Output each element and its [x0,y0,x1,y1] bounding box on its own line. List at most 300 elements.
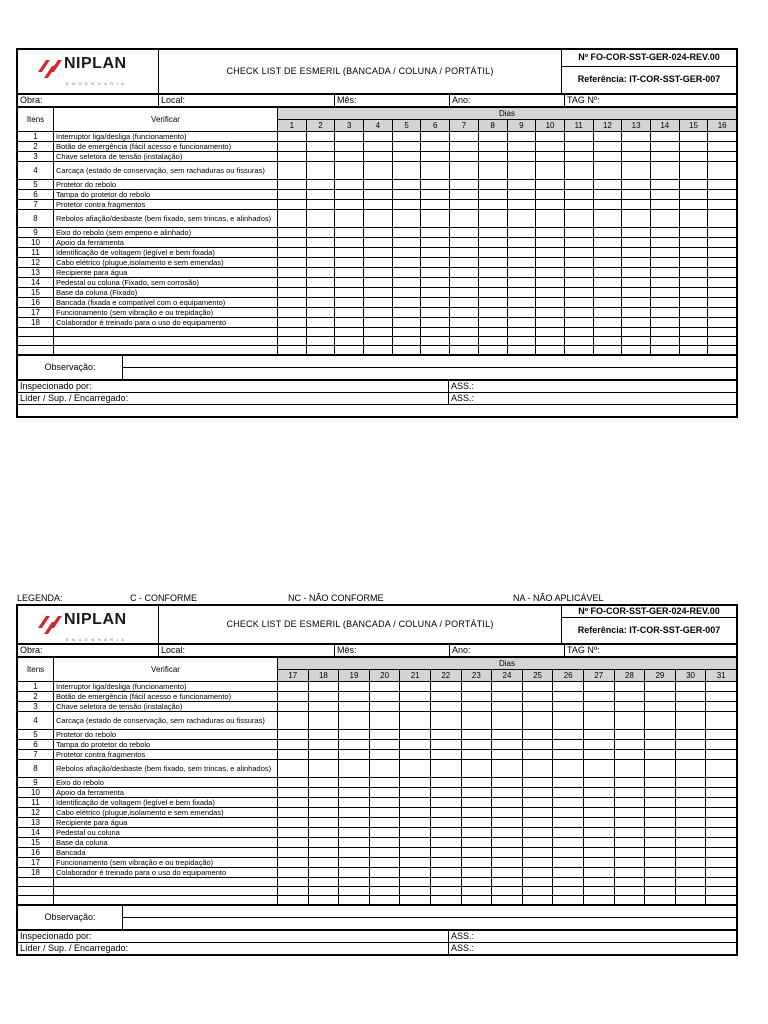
day-check-cell[interactable] [369,798,400,808]
day-check-cell[interactable] [522,838,553,848]
blank-cell[interactable] [54,878,278,887]
day-check-cell[interactable] [645,760,676,778]
day-check-cell[interactable] [492,848,523,858]
day-check-cell[interactable] [369,702,400,712]
day-check-cell[interactable] [369,740,400,750]
day-check-cell[interactable] [421,298,450,308]
day-check-cell[interactable] [364,288,393,298]
day-check-cell[interactable] [306,200,335,210]
day-check-cell[interactable] [706,798,737,808]
day-check-cell[interactable] [450,248,479,258]
day-check-cell[interactable] [308,760,339,778]
day-check-cell[interactable] [553,740,584,750]
blank-cell[interactable] [18,878,54,887]
day-check-cell[interactable] [706,692,737,702]
day-check-cell[interactable] [335,162,364,180]
day-check-cell[interactable] [553,828,584,838]
day-check-cell[interactable] [450,278,479,288]
blank-cell[interactable] [507,328,536,337]
day-check-cell[interactable] [583,788,614,798]
day-check-cell[interactable] [645,808,676,818]
day-check-cell[interactable] [536,190,565,200]
day-check-cell[interactable] [622,190,651,200]
day-check-cell[interactable] [706,750,737,760]
day-check-cell[interactable] [706,838,737,848]
day-check-cell[interactable] [507,308,536,318]
day-check-cell[interactable] [278,228,307,238]
day-check-cell[interactable] [645,788,676,798]
blank-cell[interactable] [18,887,54,896]
blank-cell[interactable] [430,887,461,896]
day-check-cell[interactable] [650,248,679,258]
day-check-cell[interactable] [553,778,584,788]
day-check-cell[interactable] [392,200,421,210]
blank-cell[interactable] [675,887,706,896]
day-check-cell[interactable] [675,838,706,848]
blank-cell[interactable] [706,878,737,887]
day-check-cell[interactable] [339,750,370,760]
day-check-cell[interactable] [492,760,523,778]
day-check-cell[interactable] [369,760,400,778]
day-check-cell[interactable] [536,288,565,298]
day-check-cell[interactable] [421,142,450,152]
day-check-cell[interactable] [593,228,622,238]
day-check-cell[interactable] [478,318,507,328]
day-check-cell[interactable] [645,712,676,730]
day-check-cell[interactable] [400,818,431,828]
day-check-cell[interactable] [278,308,307,318]
lider-field[interactable]: Líder / Sup. / Encarregado: [18,393,449,405]
day-check-cell[interactable] [392,228,421,238]
day-check-cell[interactable] [278,692,309,702]
day-check-cell[interactable] [622,162,651,180]
day-check-cell[interactable] [614,838,645,848]
day-check-cell[interactable] [614,848,645,858]
day-check-cell[interactable] [335,248,364,258]
day-check-cell[interactable] [492,818,523,828]
day-check-cell[interactable] [583,828,614,838]
day-check-cell[interactable] [492,858,523,868]
day-check-cell[interactable] [400,702,431,712]
day-check-cell[interactable] [622,152,651,162]
day-check-cell[interactable] [306,258,335,268]
observacao-line[interactable] [123,906,737,918]
day-check-cell[interactable] [645,682,676,692]
day-check-cell[interactable] [339,798,370,808]
day-check-cell[interactable] [507,228,536,238]
day-check-cell[interactable] [421,278,450,288]
day-check-cell[interactable] [564,288,593,298]
day-check-cell[interactable] [645,740,676,750]
day-check-cell[interactable] [614,818,645,828]
day-check-cell[interactable] [278,132,307,142]
day-check-cell[interactable] [679,190,708,200]
mes-field[interactable]: Mês: [335,645,450,657]
day-check-cell[interactable] [536,308,565,318]
day-check-cell[interactable] [278,798,309,808]
day-check-cell[interactable] [507,278,536,288]
day-check-cell[interactable] [522,798,553,808]
blank-cell[interactable] [18,337,54,346]
day-check-cell[interactable] [400,808,431,818]
blank-cell[interactable] [478,346,507,355]
day-check-cell[interactable] [478,228,507,238]
day-check-cell[interactable] [507,248,536,258]
blank-cell[interactable] [679,346,708,355]
day-check-cell[interactable] [335,258,364,268]
day-check-cell[interactable] [645,818,676,828]
day-check-cell[interactable] [708,228,737,238]
day-check-cell[interactable] [507,162,536,180]
day-check-cell[interactable] [421,200,450,210]
day-check-cell[interactable] [593,180,622,190]
day-check-cell[interactable] [536,142,565,152]
blank-cell[interactable] [645,878,676,887]
day-check-cell[interactable] [679,248,708,258]
day-check-cell[interactable] [593,162,622,180]
day-check-cell[interactable] [679,268,708,278]
day-check-cell[interactable] [564,258,593,268]
day-check-cell[interactable] [553,868,584,878]
day-check-cell[interactable] [335,190,364,200]
day-check-cell[interactable] [364,308,393,318]
day-check-cell[interactable] [450,162,479,180]
blank-cell[interactable] [339,887,370,896]
day-check-cell[interactable] [450,308,479,318]
day-check-cell[interactable] [679,162,708,180]
day-check-cell[interactable] [492,838,523,848]
day-check-cell[interactable] [430,702,461,712]
day-check-cell[interactable] [553,730,584,740]
day-check-cell[interactable] [450,228,479,238]
day-check-cell[interactable] [583,778,614,788]
day-check-cell[interactable] [430,750,461,760]
day-check-cell[interactable] [400,730,431,740]
day-check-cell[interactable] [675,828,706,838]
blank-cell[interactable] [421,328,450,337]
day-check-cell[interactable] [645,858,676,868]
day-check-cell[interactable] [645,702,676,712]
day-check-cell[interactable] [583,798,614,808]
day-check-cell[interactable] [679,132,708,142]
day-check-cell[interactable] [450,210,479,228]
day-check-cell[interactable] [679,278,708,288]
day-check-cell[interactable] [564,238,593,248]
day-check-cell[interactable] [583,730,614,740]
day-check-cell[interactable] [278,818,309,828]
blank-cell[interactable] [614,887,645,896]
day-check-cell[interactable] [421,190,450,200]
day-check-cell[interactable] [278,808,309,818]
day-check-cell[interactable] [306,190,335,200]
day-check-cell[interactable] [430,760,461,778]
blank-cell[interactable] [536,328,565,337]
day-check-cell[interactable] [650,210,679,228]
day-check-cell[interactable] [708,132,737,142]
day-check-cell[interactable] [553,848,584,858]
day-check-cell[interactable] [564,152,593,162]
day-check-cell[interactable] [614,808,645,818]
day-check-cell[interactable] [708,162,737,180]
day-check-cell[interactable] [461,828,492,838]
day-check-cell[interactable] [278,730,309,740]
day-check-cell[interactable] [392,308,421,318]
day-check-cell[interactable] [614,788,645,798]
blank-cell[interactable] [369,887,400,896]
day-check-cell[interactable] [553,692,584,702]
day-check-cell[interactable] [507,132,536,142]
day-check-cell[interactable] [583,702,614,712]
day-check-cell[interactable] [450,190,479,200]
blank-cell[interactable] [278,337,307,346]
day-check-cell[interactable] [675,760,706,778]
day-check-cell[interactable] [706,808,737,818]
day-check-cell[interactable] [278,848,309,858]
day-check-cell[interactable] [392,142,421,152]
day-check-cell[interactable] [278,190,307,200]
day-check-cell[interactable] [492,868,523,878]
day-check-cell[interactable] [614,828,645,838]
day-check-cell[interactable] [708,298,737,308]
day-check-cell[interactable] [421,180,450,190]
ano-field[interactable]: Ano: [450,645,565,657]
day-check-cell[interactable] [645,798,676,808]
day-check-cell[interactable] [706,712,737,730]
day-check-cell[interactable] [706,828,737,838]
day-check-cell[interactable] [364,142,393,152]
day-check-cell[interactable] [306,152,335,162]
day-check-cell[interactable] [622,288,651,298]
ass-field[interactable]: ASS.: [449,381,737,393]
day-check-cell[interactable] [536,210,565,228]
day-check-cell[interactable] [461,788,492,798]
day-check-cell[interactable] [369,750,400,760]
day-check-cell[interactable] [369,712,400,730]
blank-cell[interactable] [54,346,278,355]
day-check-cell[interactable] [708,248,737,258]
blank-cell[interactable] [335,328,364,337]
day-check-cell[interactable] [645,730,676,740]
day-check-cell[interactable] [450,238,479,248]
day-check-cell[interactable] [364,210,393,228]
day-check-cell[interactable] [392,210,421,228]
day-check-cell[interactable] [536,162,565,180]
day-check-cell[interactable] [593,318,622,328]
day-check-cell[interactable] [553,818,584,828]
day-check-cell[interactable] [478,200,507,210]
day-check-cell[interactable] [564,268,593,278]
day-check-cell[interactable] [507,190,536,200]
day-check-cell[interactable] [583,868,614,878]
day-check-cell[interactable] [461,778,492,788]
day-check-cell[interactable] [461,750,492,760]
day-check-cell[interactable] [522,868,553,878]
day-check-cell[interactable] [278,828,309,838]
day-check-cell[interactable] [507,180,536,190]
tag-field[interactable]: TAG Nº: [565,95,737,107]
blank-cell[interactable] [430,896,461,905]
day-check-cell[interactable] [478,142,507,152]
day-check-cell[interactable] [536,180,565,190]
day-check-cell[interactable] [708,238,737,248]
day-check-cell[interactable] [536,248,565,258]
obra-field[interactable]: Obra: [18,645,159,657]
day-check-cell[interactable] [278,298,307,308]
day-check-cell[interactable] [306,210,335,228]
day-check-cell[interactable] [679,152,708,162]
day-check-cell[interactable] [430,692,461,702]
day-check-cell[interactable] [492,712,523,730]
day-check-cell[interactable] [278,142,307,152]
day-check-cell[interactable] [306,132,335,142]
day-check-cell[interactable] [278,750,309,760]
blank-cell[interactable] [278,328,307,337]
day-check-cell[interactable] [335,132,364,142]
day-check-cell[interactable] [679,200,708,210]
day-check-cell[interactable] [645,848,676,858]
day-check-cell[interactable] [461,838,492,848]
day-check-cell[interactable] [430,682,461,692]
day-check-cell[interactable] [308,818,339,828]
day-check-cell[interactable] [400,750,431,760]
day-check-cell[interactable] [400,760,431,778]
day-check-cell[interactable] [461,712,492,730]
day-check-cell[interactable] [430,848,461,858]
day-check-cell[interactable] [400,740,431,750]
day-check-cell[interactable] [522,858,553,868]
day-check-cell[interactable] [583,682,614,692]
day-check-cell[interactable] [492,778,523,788]
day-check-cell[interactable] [392,132,421,142]
day-check-cell[interactable] [306,162,335,180]
day-check-cell[interactable] [461,760,492,778]
day-check-cell[interactable] [622,142,651,152]
day-check-cell[interactable] [430,828,461,838]
blank-cell[interactable] [308,878,339,887]
day-check-cell[interactable] [583,712,614,730]
day-check-cell[interactable] [553,760,584,778]
day-check-cell[interactable] [392,180,421,190]
day-check-cell[interactable] [708,288,737,298]
day-check-cell[interactable] [478,162,507,180]
day-check-cell[interactable] [522,788,553,798]
day-check-cell[interactable] [650,298,679,308]
day-check-cell[interactable] [650,308,679,318]
day-check-cell[interactable] [614,868,645,878]
day-check-cell[interactable] [564,298,593,308]
day-check-cell[interactable] [369,778,400,788]
observacao-line[interactable] [123,918,737,930]
blank-cell[interactable] [54,896,278,905]
day-check-cell[interactable] [583,692,614,702]
day-check-cell[interactable] [278,200,307,210]
day-check-cell[interactable] [369,848,400,858]
ass-field[interactable]: ASS.: [449,931,737,943]
blank-cell[interactable] [593,328,622,337]
day-check-cell[interactable] [593,278,622,288]
day-check-cell[interactable] [564,210,593,228]
day-check-cell[interactable] [593,268,622,278]
day-check-cell[interactable] [339,740,370,750]
day-check-cell[interactable] [308,848,339,858]
day-check-cell[interactable] [675,712,706,730]
day-check-cell[interactable] [650,132,679,142]
day-check-cell[interactable] [645,868,676,878]
day-check-cell[interactable] [278,318,307,328]
blank-cell[interactable] [564,337,593,346]
day-check-cell[interactable] [478,278,507,288]
day-check-cell[interactable] [492,702,523,712]
blank-cell[interactable] [392,337,421,346]
day-check-cell[interactable] [364,228,393,238]
day-check-cell[interactable] [708,190,737,200]
day-check-cell[interactable] [536,318,565,328]
day-check-cell[interactable] [622,200,651,210]
blank-cell[interactable] [650,328,679,337]
day-check-cell[interactable] [675,808,706,818]
day-check-cell[interactable] [564,162,593,180]
day-check-cell[interactable] [708,200,737,210]
day-check-cell[interactable] [278,278,307,288]
day-check-cell[interactable] [478,248,507,258]
day-check-cell[interactable] [593,288,622,298]
blank-cell[interactable] [553,878,584,887]
day-check-cell[interactable] [392,152,421,162]
day-check-cell[interactable] [364,132,393,142]
day-check-cell[interactable] [553,808,584,818]
day-check-cell[interactable] [369,692,400,702]
day-check-cell[interactable] [392,248,421,258]
day-check-cell[interactable] [308,798,339,808]
day-check-cell[interactable] [706,868,737,878]
day-check-cell[interactable] [679,258,708,268]
day-check-cell[interactable] [679,142,708,152]
day-check-cell[interactable] [478,258,507,268]
day-check-cell[interactable] [461,798,492,808]
blank-cell[interactable] [522,887,553,896]
day-check-cell[interactable] [278,858,309,868]
day-check-cell[interactable] [392,288,421,298]
day-check-cell[interactable] [306,288,335,298]
day-check-cell[interactable] [421,308,450,318]
day-check-cell[interactable] [364,190,393,200]
day-check-cell[interactable] [708,258,737,268]
day-check-cell[interactable] [522,750,553,760]
day-check-cell[interactable] [335,228,364,238]
local-field[interactable]: Local: [159,95,335,107]
blank-cell[interactable] [54,887,278,896]
day-check-cell[interactable] [369,868,400,878]
day-check-cell[interactable] [364,248,393,258]
day-check-cell[interactable] [536,278,565,288]
day-check-cell[interactable] [278,152,307,162]
day-check-cell[interactable] [492,692,523,702]
day-check-cell[interactable] [369,818,400,828]
day-check-cell[interactable] [392,318,421,328]
blank-cell[interactable] [430,878,461,887]
blank-cell[interactable] [564,328,593,337]
day-check-cell[interactable] [675,818,706,828]
day-check-cell[interactable] [450,200,479,210]
day-check-cell[interactable] [450,152,479,162]
blank-cell[interactable] [522,896,553,905]
blank-cell[interactable] [278,887,309,896]
blank-cell[interactable] [421,346,450,355]
day-check-cell[interactable] [507,268,536,278]
day-check-cell[interactable] [364,318,393,328]
blank-cell[interactable] [679,337,708,346]
day-check-cell[interactable] [564,228,593,238]
